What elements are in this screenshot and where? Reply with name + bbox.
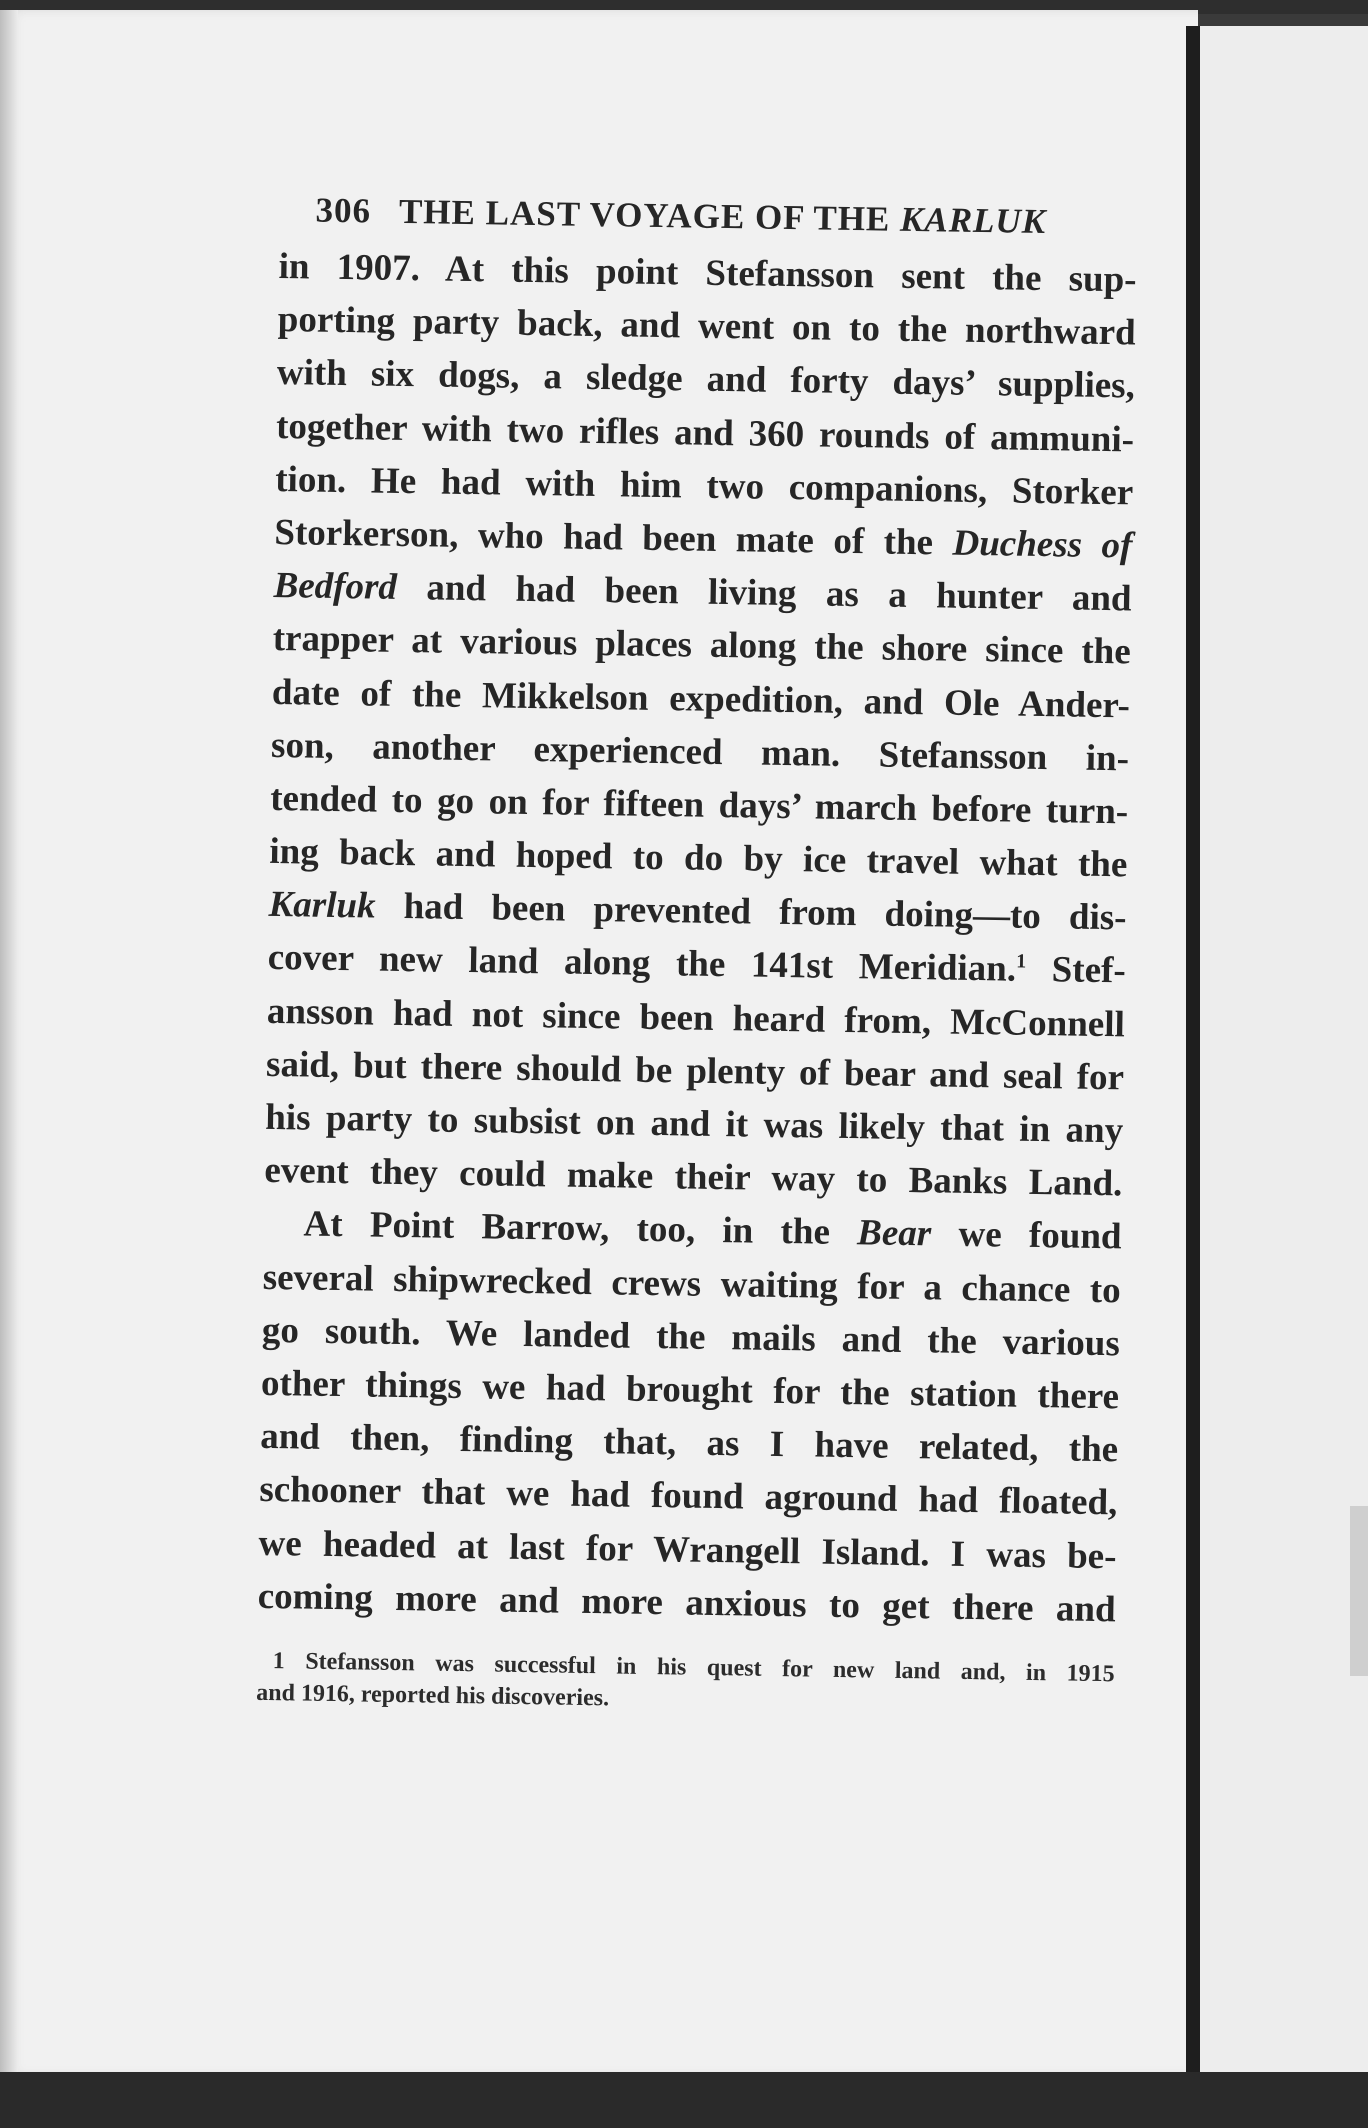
- page-text: [256, 180, 1138, 1722]
- footnote: [256, 1645, 1115, 1722]
- next-page-mark: [1350, 1506, 1368, 1676]
- page-number: 306: [315, 190, 372, 231]
- next-page-edge: [1200, 26, 1368, 2084]
- text-line: date of the Mikkelson expedition, and Ole Ander-: [271, 671, 1131, 726]
- text-line: and then, finding that, as I have related, the: [259, 1415, 1119, 1471]
- footnote-marker: 1: [1016, 950, 1027, 973]
- text-line: in 1907. At this point Stefansson sent the sup-: [278, 245, 1137, 301]
- text-line: we headed at last for Wrangell Island. I was be-: [258, 1522, 1117, 1577]
- text-span: Stef-: [1051, 949, 1127, 992]
- text-line: go south. We landed the mails and the various: [261, 1309, 1121, 1365]
- text-line: with six dogs, a sledge and forty days’ supplies,: [276, 352, 1136, 407]
- text-line: said, but there should be plenty of bear and seal for: [265, 1043, 1125, 1099]
- footnote-line: and 1916, reported his discoveries.: [256, 1679, 610, 1712]
- header-title: THE LAST VOYAGE OF THE: [398, 191, 891, 239]
- text-span: we found: [958, 1214, 1122, 1258]
- text-span: cover new land along the 141st Meridian.: [267, 937, 1017, 991]
- text-span: had been prevented from doing—to dis-: [403, 886, 1127, 939]
- text-span: Storkerson, who had been mate of the: [274, 511, 934, 564]
- text-line: together with two rifles and 360 rounds of ammuni-: [275, 405, 1135, 461]
- ship-name: Bedford: [273, 565, 398, 609]
- text-line: son, another experienced man. Stefansson in-: [270, 724, 1130, 780]
- footnote-line: 1 Stefansson was successful in his quest for new land and, in 1915: [272, 1647, 1115, 1688]
- ship-name: Duchess of: [952, 522, 1133, 567]
- text-line: porting party back, and went on to the northward: [277, 299, 1137, 354]
- scan-bottom-edge: [0, 2072, 1368, 2128]
- text-line: event they could make their way to Banks Land.: [264, 1150, 1123, 1205]
- text-line: schooner that we had found aground had floated,: [259, 1469, 1118, 1524]
- ship-name: Bear: [856, 1212, 932, 1255]
- paragraph-1: [264, 240, 1137, 1211]
- paragraph-2: [257, 1197, 1122, 1636]
- book-gutter: [1186, 26, 1200, 2086]
- text-line: tion. He had with him two companions, Storker: [274, 458, 1134, 514]
- text-line: several shipwrecked crews waiting for a chance to: [262, 1256, 1121, 1311]
- text-span: and had been living as a hunter and: [426, 567, 1132, 620]
- text-line: tended to go on for fifteen days’ march before turn-: [269, 777, 1129, 833]
- text-line: other things we had brought for the station there: [260, 1362, 1120, 1418]
- text-line: trapper at various places along the shore since the: [272, 618, 1132, 673]
- header-title-italic: KARLUK: [899, 199, 1047, 242]
- text-span: At Point Barrow, too, in the: [303, 1203, 831, 1254]
- text-line: his party to subsist on and it was likely that in any: [264, 1096, 1124, 1152]
- text-line: ing back and hoped to do by ice travel what the: [269, 830, 1128, 886]
- ship-name: Karluk: [268, 884, 376, 927]
- text-line: coming more and more anxious to get there and: [257, 1575, 1116, 1630]
- text-line: ansson had not since been heard from, McConnell: [266, 990, 1126, 1045]
